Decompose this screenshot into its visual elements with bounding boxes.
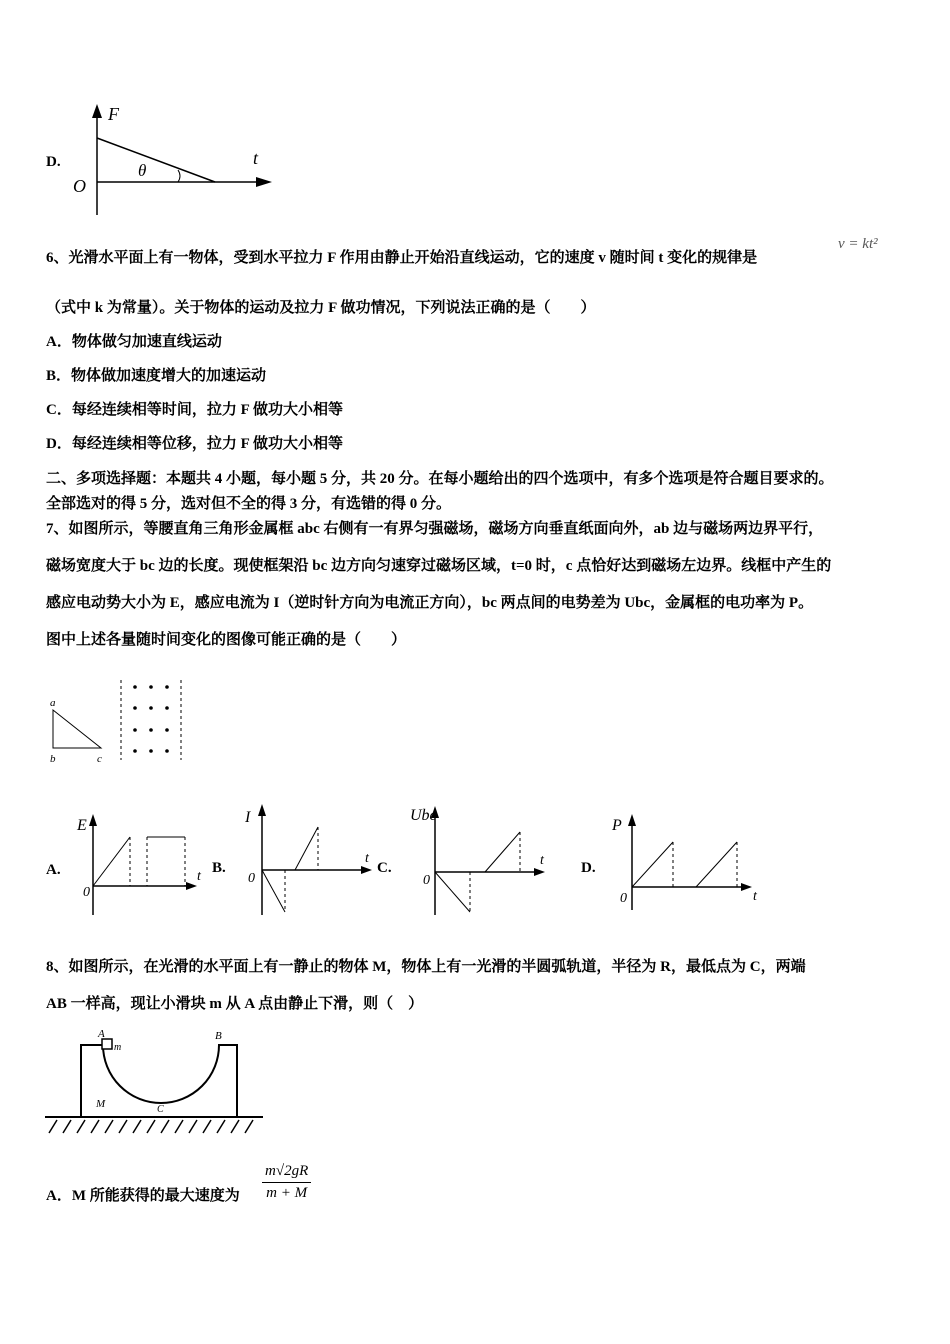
origin-label: O bbox=[73, 176, 86, 196]
q6-stem-line1: 6、光滑水平面上有一物体，受到水平拉力 F 作用由静止开始沿直线运动，它的速度 v 随时间 t 变化的规律是 bbox=[46, 250, 758, 266]
section2-heading-line2: 全部选对的得 5 分，选对但不全的得 3 分，有选错的得 0 分。 bbox=[46, 496, 452, 512]
origin-label: 0 bbox=[83, 885, 90, 900]
q8-option-a-fraction bbox=[262, 1163, 311, 1202]
t-axis-label: t bbox=[197, 869, 201, 884]
t-axis-label: t bbox=[365, 851, 369, 866]
q7-option-b-label: B. bbox=[212, 860, 226, 876]
origin-label: 0 bbox=[620, 891, 627, 906]
fraction-denominator: m + M bbox=[266, 1185, 308, 1201]
q7-graph-c bbox=[405, 800, 555, 920]
vertex-a-label: a bbox=[50, 697, 56, 709]
t-axis-label: t bbox=[540, 853, 544, 868]
p-axis-label: P bbox=[612, 817, 622, 834]
q7-stem-line4: 图中上述各量随时间变化的图像可能正确的是（ ） bbox=[46, 632, 407, 648]
origin-label: 0 bbox=[248, 871, 255, 886]
q7-option-c-label: C. bbox=[377, 860, 392, 876]
q7-graph-b bbox=[240, 800, 375, 920]
point-a-label: A bbox=[98, 1028, 105, 1040]
q7-triangle-field-figure bbox=[45, 675, 190, 770]
q7-graph-d bbox=[610, 810, 760, 915]
q7-stem-line2: 磁场宽度大于 bc 边的长度。现使框架沿 bc 边方向匀速穿过磁场区域，t=0 时，c 点恰好达到磁场左边界。线框中产生的 bbox=[46, 558, 832, 574]
q8-stem-line1: 8、如图所示，在光滑的水平面上有一静止的物体 M，物体上有一光滑的半圆弧轨道，半径为 R，最低点为 C，两端 bbox=[46, 959, 806, 975]
q7-stem-line1: 7、如图所示，等腰直角三角形金属框 abc 右侧有一有界匀强磁场，磁场方向垂直纸面向外，ab 边与磁场两边界平行， bbox=[46, 521, 824, 537]
q6-stem-line2: （式中 k 为常量）。关于物体的运动及拉力 F 做功情况，下列说法正确的是（ ） bbox=[46, 300, 596, 316]
q7-option-a-label: A. bbox=[46, 862, 61, 878]
q7-graph-a bbox=[75, 810, 210, 920]
q5-option-d-label: D. bbox=[46, 154, 61, 170]
q6-option-d: D．每经连续相等位移，拉力 F 做功大小相等 bbox=[46, 436, 343, 452]
q7-stem-line3: 感应电动势大小为 E，感应电流为 I（逆时针方向为电流正方向），bc 两点间的电势差为 Ubc，金属框的电功率为 P。 bbox=[46, 595, 814, 611]
vertex-c-label: c bbox=[97, 753, 102, 765]
t-axis-label: t bbox=[753, 889, 757, 904]
vertex-b-label: b bbox=[50, 753, 56, 765]
section2-heading-line1: 二、多项选择题：本题共 4 小题，每小题 5 分，共 20 分。在每小题给出的四个选项中，有多个选项是符合题目要求的。 bbox=[46, 471, 834, 487]
f-axis-label: F bbox=[108, 104, 119, 124]
t-axis-label: t bbox=[253, 148, 259, 168]
q5-option-d-graph bbox=[70, 100, 280, 220]
q7-option-d-label: D. bbox=[581, 860, 596, 876]
q6-formula: v = kt² bbox=[838, 236, 878, 252]
fraction-numerator: m√2gR bbox=[262, 1163, 311, 1183]
body-m-label: M bbox=[96, 1098, 106, 1110]
q6-option-b: B．物体做加速度增大的加速运动 bbox=[46, 368, 267, 384]
q8-track-figure bbox=[45, 1025, 265, 1137]
i-axis-label: I bbox=[245, 809, 251, 826]
block-m-label: m bbox=[114, 1042, 122, 1053]
origin-label: 0 bbox=[423, 873, 430, 888]
e-axis-label: E bbox=[77, 817, 87, 834]
q8-option-a: A．M 所能获得的最大速度为 bbox=[46, 1188, 240, 1204]
point-c-label: C bbox=[157, 1104, 164, 1115]
q6-option-c: C．每经连续相等时间，拉力 F 做功大小相等 bbox=[46, 402, 343, 418]
q8-stem-line2: AB 一样高，现让小滑块 m 从 A 点由静止下滑，则（ ） bbox=[46, 996, 424, 1012]
q6-option-a: A．物体做匀加速直线运动 bbox=[46, 334, 222, 350]
theta-label: θ bbox=[138, 161, 147, 180]
ubc-axis-label: Ubc bbox=[410, 807, 437, 824]
point-b-label: B bbox=[215, 1030, 222, 1042]
